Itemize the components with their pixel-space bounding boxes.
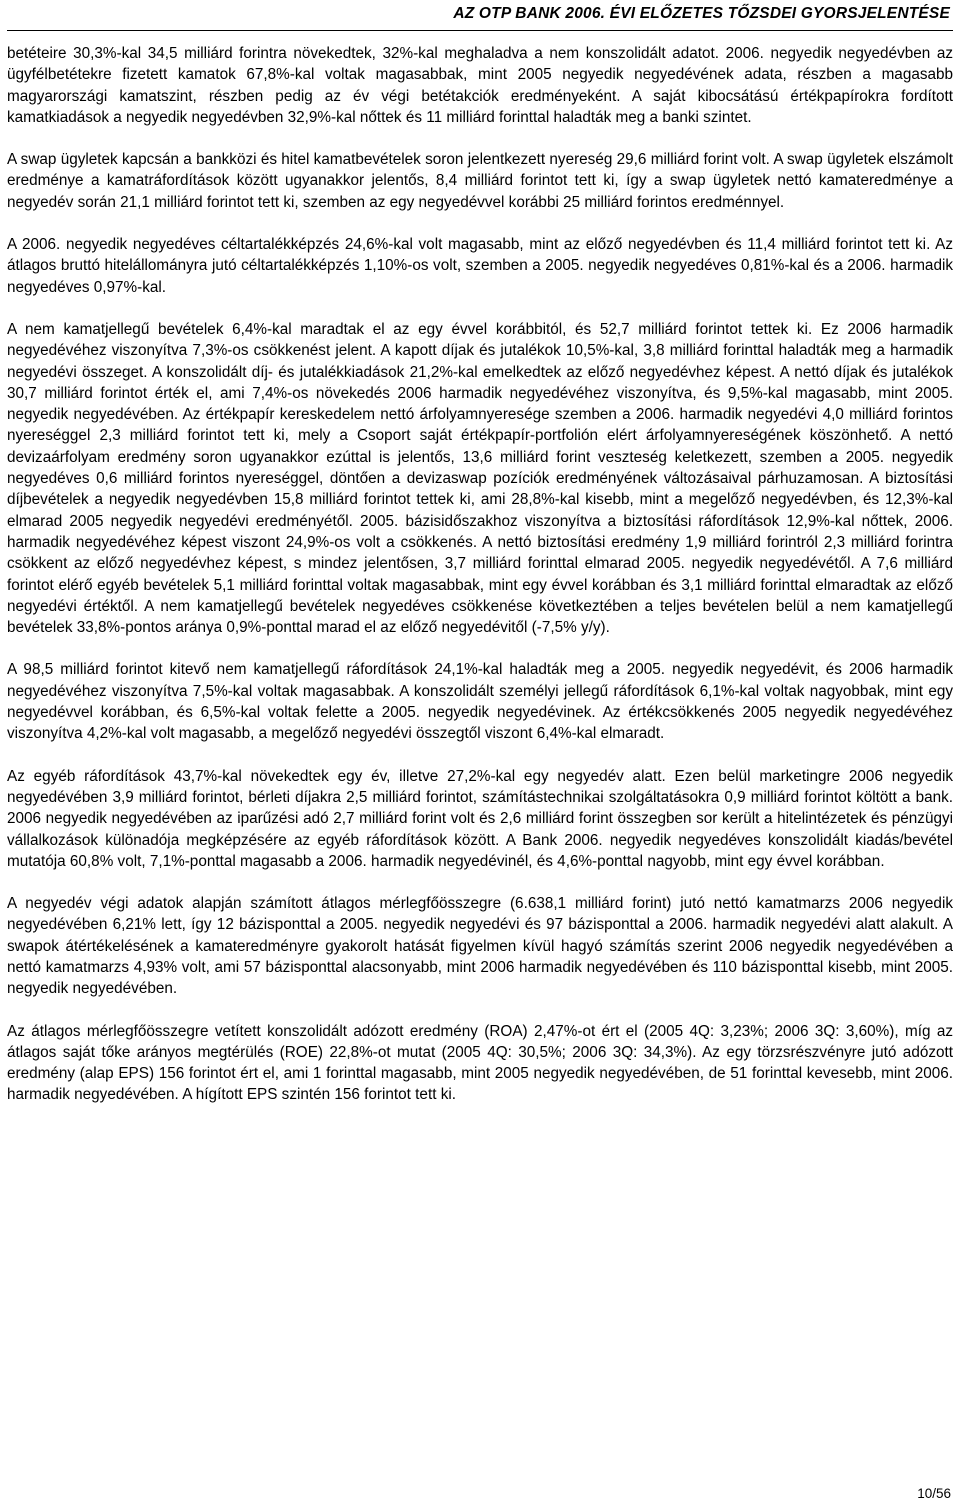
paragraph-roa-roe-eps: Az átlagos mérlegfőösszegre vetített konszolidált adózott eredmény (ROA) 2,47%-ot ért el (2005 4Q: 3,23%; 2006 3Q: 3,60%), míg az átlagos saját tőke arányos megtérülés (ROE) 22,8%-ot mutat (2005 4Q: 30,5%; 2006 3Q: 34,3%). Az egy törzsrészvényre jutó adózott eredmény (alap EPS) 156 forintot ért el, ami 1 forinttal magasabb, mint 2005 negyedik negyedévében, de 51 forinttal kevesebb, mint 2006. harmadik negyedévében. A hígított EPS szintén 156 forintot tett ki. xyxy=(7,1022,953,1104)
page-number: 10/56 xyxy=(917,1486,951,1501)
paragraph-swap-transactions: A swap ügyletek kapcsán a bankközi és hitel kamatbevételek soron jelentkezett nyereség 29,6 milliárd forint volt. A swap ügyletek elszámolt eredménye a kamatráfordítások között ugyanakkor jelentős, 8,4 milliárd forintot tett ki, így a swap ügyletek nettó kamateredménye a negyedév során 21,1 milliárd forintot tett ki, szemben az egy negyedévvel korábbi 25 milliárd forintos eredménnyel. xyxy=(7,151,953,211)
report-body xyxy=(7,43,953,1126)
paragraph-other-expenses: Az egyéb ráfordítások 43,7%-kal növekedtek egy év, illetve 27,2%-kal egy negyedév alatt. Ezen belül marketingre 2006 negyedik negyedévében 3,9 milliárd forintot, bérleti díjakra 2,5 milliárd forintot, számítástechnikai szolgáltatásokra 0,9 milliárd forintot költött a bank. 2006 negyedik negyedévében az iparűzési adó 2,7 milliárd forint volt és 2,6 milliárd forint összegben sor került a hitelintézetek és pénzügyi vállalkozások különadója megképzésére az egyéb ráfordítások között. A Bank 2006. negyedik negyedéves konszolidált kiadás/bevétel mutatója 60,8% volt, 7,1%-ponttal magasabb a 2006. harmadik negyedévinél, és 4,6%-ponttal nagyobb, mint egy évvel korábban. xyxy=(7,767,953,870)
report-title: AZ OTP BANK 2006. ÉVI ELŐZETES TŐZSDEI GYORSJELENTÉSE xyxy=(453,5,950,22)
paragraph-deposit-interest: betéteire 30,3%-kal 34,5 milliárd forintra növekedtek, 32%-kal meghaladva a nem konszolidált adatot. 2006. negyedik negyedévben az ügyfélbetétekre fizetett kamatok 67,8%-kal voltak magasabbak, mint 2005 negyedik negyedévének adata, részben a magasabb magyarországi kamatszint, részben pedig az év végi betétakciók eredményeként. A saját kibocsátású értékpapírokra fordított kamatkiadások a negyedik negyedévben 32,9%-kal nőttek és 11 milliárd forinttal haladták meg a banki szintet. xyxy=(7,45,953,126)
header-divider xyxy=(7,30,953,31)
page-header xyxy=(0,0,960,28)
paragraph-non-interest-expenses: A 98,5 milliárd forintot kitevő nem kamatjellegű ráfordítások 24,1%-kal haladták meg a 2005. negyedik negyedévit, és 2006 harmadik negyedévéhez viszonyítva 7,5%-kal voltak magasabbak. A konszolidált személyi jellegű ráfordítások 6,1%-kal voltak nagyobbak, mint egy negyedévvel korábban, és 6,5%-kal voltak felette a 2005. negyedik negyedévinek. Az értékcsökkenés 2005 negyedik negyedévéhez viszonyítva 4,2%-kal volt magasabb, a megelőző negyedévi összegtől viszont 6,4%-kal elmaradt. xyxy=(7,661,953,743)
paragraph-non-interest-income: A nem kamatjellegű bevételek 6,4%-kal maradtak el az egy évvel korábbitól, és 52,7 milliárd forintot tettek ki. Ez 2006 harmadik negyedévéhez viszonyítva 7,3%-os csökkenést jelent. A kapott díjak és jutalékok 10,5%-kal, 3,8 milliárd forinttal haladták meg a harmadik negyedévi összeget. A konszolidált díj- és jutalékkiadások 21,2%-kal emelkedtek az előző negyedévhez képest. A nettó díjak és jutalékok 30,7 milliárd forintot érték el, ami 7,4%-os növekedés 2006 harmadik negyedévéhez viszonyítva, és 9,5%-kal magasabb, mint 2005. negyedik negyedévében. Az értékpapír kereskedelem nettó árfolyamnyeresége szemben a 2006. harmadik negyedévi 4,0 milliárd forintos nyereséggel 2,3 milliárd forintot tett ki, mely a Csoport saját értékpapír-portfolión elért árfolyamnyereségének köszönhető. A nettó devizaárfolyam eredmény soron ugyanakkor ezúttal is jelentős, 13,6 milliárd forint veszteség keletkezett, szemben a 2005. negyedik negyedéves 0,6 milliárd forintos nyereséggel, döntően a devizaswap pozíciók eredményének változásaival párhuzamosan. A biztosítási díjbevételek a negyedik negyedévben 15,8 milliárd forintot tettek ki, ami 28,8%-kal kisebb, mint a megelőző negyedévben, és 12,3%-kal elmarad 2005 negyedik negyedévi eredményétől. 2005. bázisidőszakhoz viszonyítva a biztosítási ráfordítások 12,9%-kal nőttek, 2006. harmadik negyedévéhez képest viszont 24,9%-os volt a csökkenés. A nettó biztosítási eredmény 1,9 milliárd forintról 2,3 milliárd forintra csökkent az előző negyedévhez képest, s mindez jelentősen, 3,7 milliárd forinttal elmarad 2005. negyedik negyedévétől. A 7,6 milliárd forintot elérő egyéb bevételek 5,1 milliárd forinttal voltak magasabbak, mint egy évvel korábban és 3,1 milliárd forinttal elmaradtak az előző negyedévi értéktől. A nem kamatjellegű bevételek negyedéves csökkenése következtében a teljes bevételen belül a nem kamatjellegű bevételek 33,8%-pontos aránya 0,9%-ponttal marad el az előző negyedévitől (-7,5% y/y). xyxy=(7,320,953,637)
paragraph-provisions: A 2006. negyedik negyedéves céltartalékképzés 24,6%-kal volt magasabb, mint az előző negyedévben és 11,4 milliárd forintot tett ki. Az átlagos bruttó hitelállományra jutó céltartalékképzés 1,10%-os volt, szemben a 2005. negyedik negyedéves 0,81%-kal és a 2006. harmadik negyedéves 0,97%-kal. xyxy=(7,236,953,296)
paragraph-net-interest-margin: A negyedév végi adatok alapján számított átlagos mérlegfőösszegre (6.638,1 milliárd forint) jutó nettó kamatmarzs 2006 negyedik negyedévében 6,21% lett, így 12 bázisponttal a 2005. negyedik negyedévi és 97 bázisponttal a 2006. harmadik negyedévi alatt alakult. A swapok átértékelésének a kamateredményre gyakorolt hatását figyelmen kívül hagyó számítás szerint 2006 negyedik negyedévében a nettó kamatmarzs 4,93% volt, ami 57 bázisponttal alacsonyabb, mint 2006 harmadik negyedévében és 110 bázisponttal kisebb, mint 2005. negyedik negyedévében. xyxy=(7,895,953,998)
